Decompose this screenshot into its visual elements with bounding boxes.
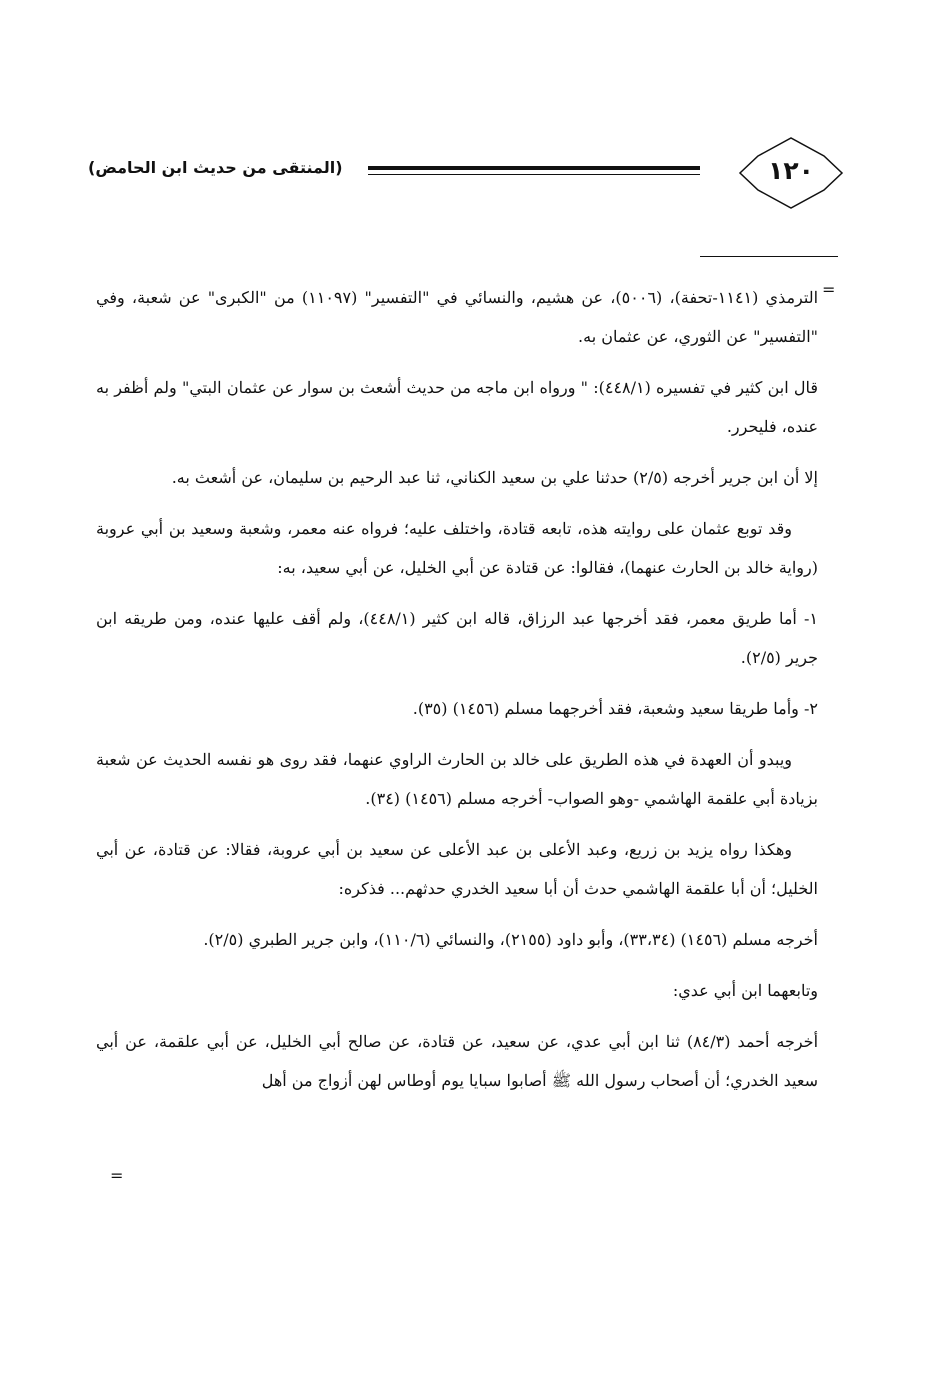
footnote-body: [96, 278, 818, 1112]
paragraph-8: وهكذا رواه يزيد بن زريع، وعبد الأعلى بن عبد الأعلى عن سعيد بن أبي عروبة، فقالا: عن قتادة، عن أبي الخليل؛ أن أبا علقمة الهاشمي حدث أن أبا سعيد الخدري حدثهم... فذكره:: [96, 840, 818, 898]
header-rule-thin: [368, 174, 700, 175]
paragraph-4: وقد توبع عثمان على روايته هذه، تابعه قتادة، واختلف عليه؛ فرواه عنه معمر، وشعبة وسعيد بن أبي عروبة (رواية خالد بن الحارث عنهما)، فقالوا: عن قتادة عن أبي الخليل، عن أبي سعيد، به:: [96, 519, 818, 577]
header-rule-thick: [368, 166, 700, 170]
paragraph-11: أخرجه أحمد (٨٤/٣) ثنا ابن أبي عدي، عن سعيد، عن قتادة، عن صالح أبي الخليل، عن أبي علقمة، عن أبي سعيد الخدري؛ أن أصحاب رسول الله ﷺ أصابوا سبايا يوم أوطاس لهن أزواج من أهل: [96, 1032, 819, 1090]
paragraph-7: ويبدو أن العهدة في هذه الطريق على خالد بن الحارث الراوي عنهما، فقد روى هو نفسه الحديث عن شعبة بزيادة أبي علقمة الهاشمي -وهو الصواب- أخرجه مسلم (١٤٥٦) (٣٤).: [96, 750, 818, 808]
page-header: [0, 0, 938, 220]
continuation-mark: =: [822, 280, 836, 299]
paragraph-9: أخرجه مسلم (١٤٥٦) (٣٣،٣٤)، وأبو داود (٢١٥٥)، والنسائي (١١٠/٦)، وابن جرير الطبري (٢/٥).: [203, 930, 818, 949]
list-item-2: ٢- وأما طريقا سعيد وشعبة، فقد أخرجهما مسلم (١٤٥٦) (٣٥).: [412, 699, 818, 718]
page-number-badge: [738, 136, 844, 210]
paragraph-3: إلا أن ابن جرير أخرجه (٢/٥) حدثنا علي بن سعيد الكناني، ثنا عبد الرحيم بن سليمان، عن أشعث به.: [171, 468, 818, 487]
footnote-separator: [700, 256, 838, 257]
paragraph-10: وتابعهما ابن أبي عدي:: [672, 981, 818, 1000]
page-number: ١٢٠: [768, 156, 814, 185]
paragraph-2: قال ابن كثير في تفسيره (٤٤٨/١): " ورواه ابن ماجه من حديث أشعث بن سوار عن عثمان البتي" ولم أظفر به عنده، فليحرر.: [96, 378, 818, 436]
end-continuation-mark: =: [110, 1166, 124, 1185]
book-title: (المنتقى من حديث ابن الحامض): [88, 158, 343, 177]
paragraph-1: الترمذي (١١٤١-تحفة)، (٥٠٠٦)، عن هشيم، والنسائي في "التفسير" (١١٠٩٧) من "الكبرى" عن شعبة، وفي "التفسير" عن الثوري، عن عثمان به.: [96, 288, 819, 346]
list-item-1: ١- أما طريق معمر، فقد أخرجها عبد الرزاق، قاله ابن كثير (٤٤٨/١)، ولم أقف عليها عنده، ومن طريقه ابن جرير (٢/٥).: [96, 609, 818, 667]
